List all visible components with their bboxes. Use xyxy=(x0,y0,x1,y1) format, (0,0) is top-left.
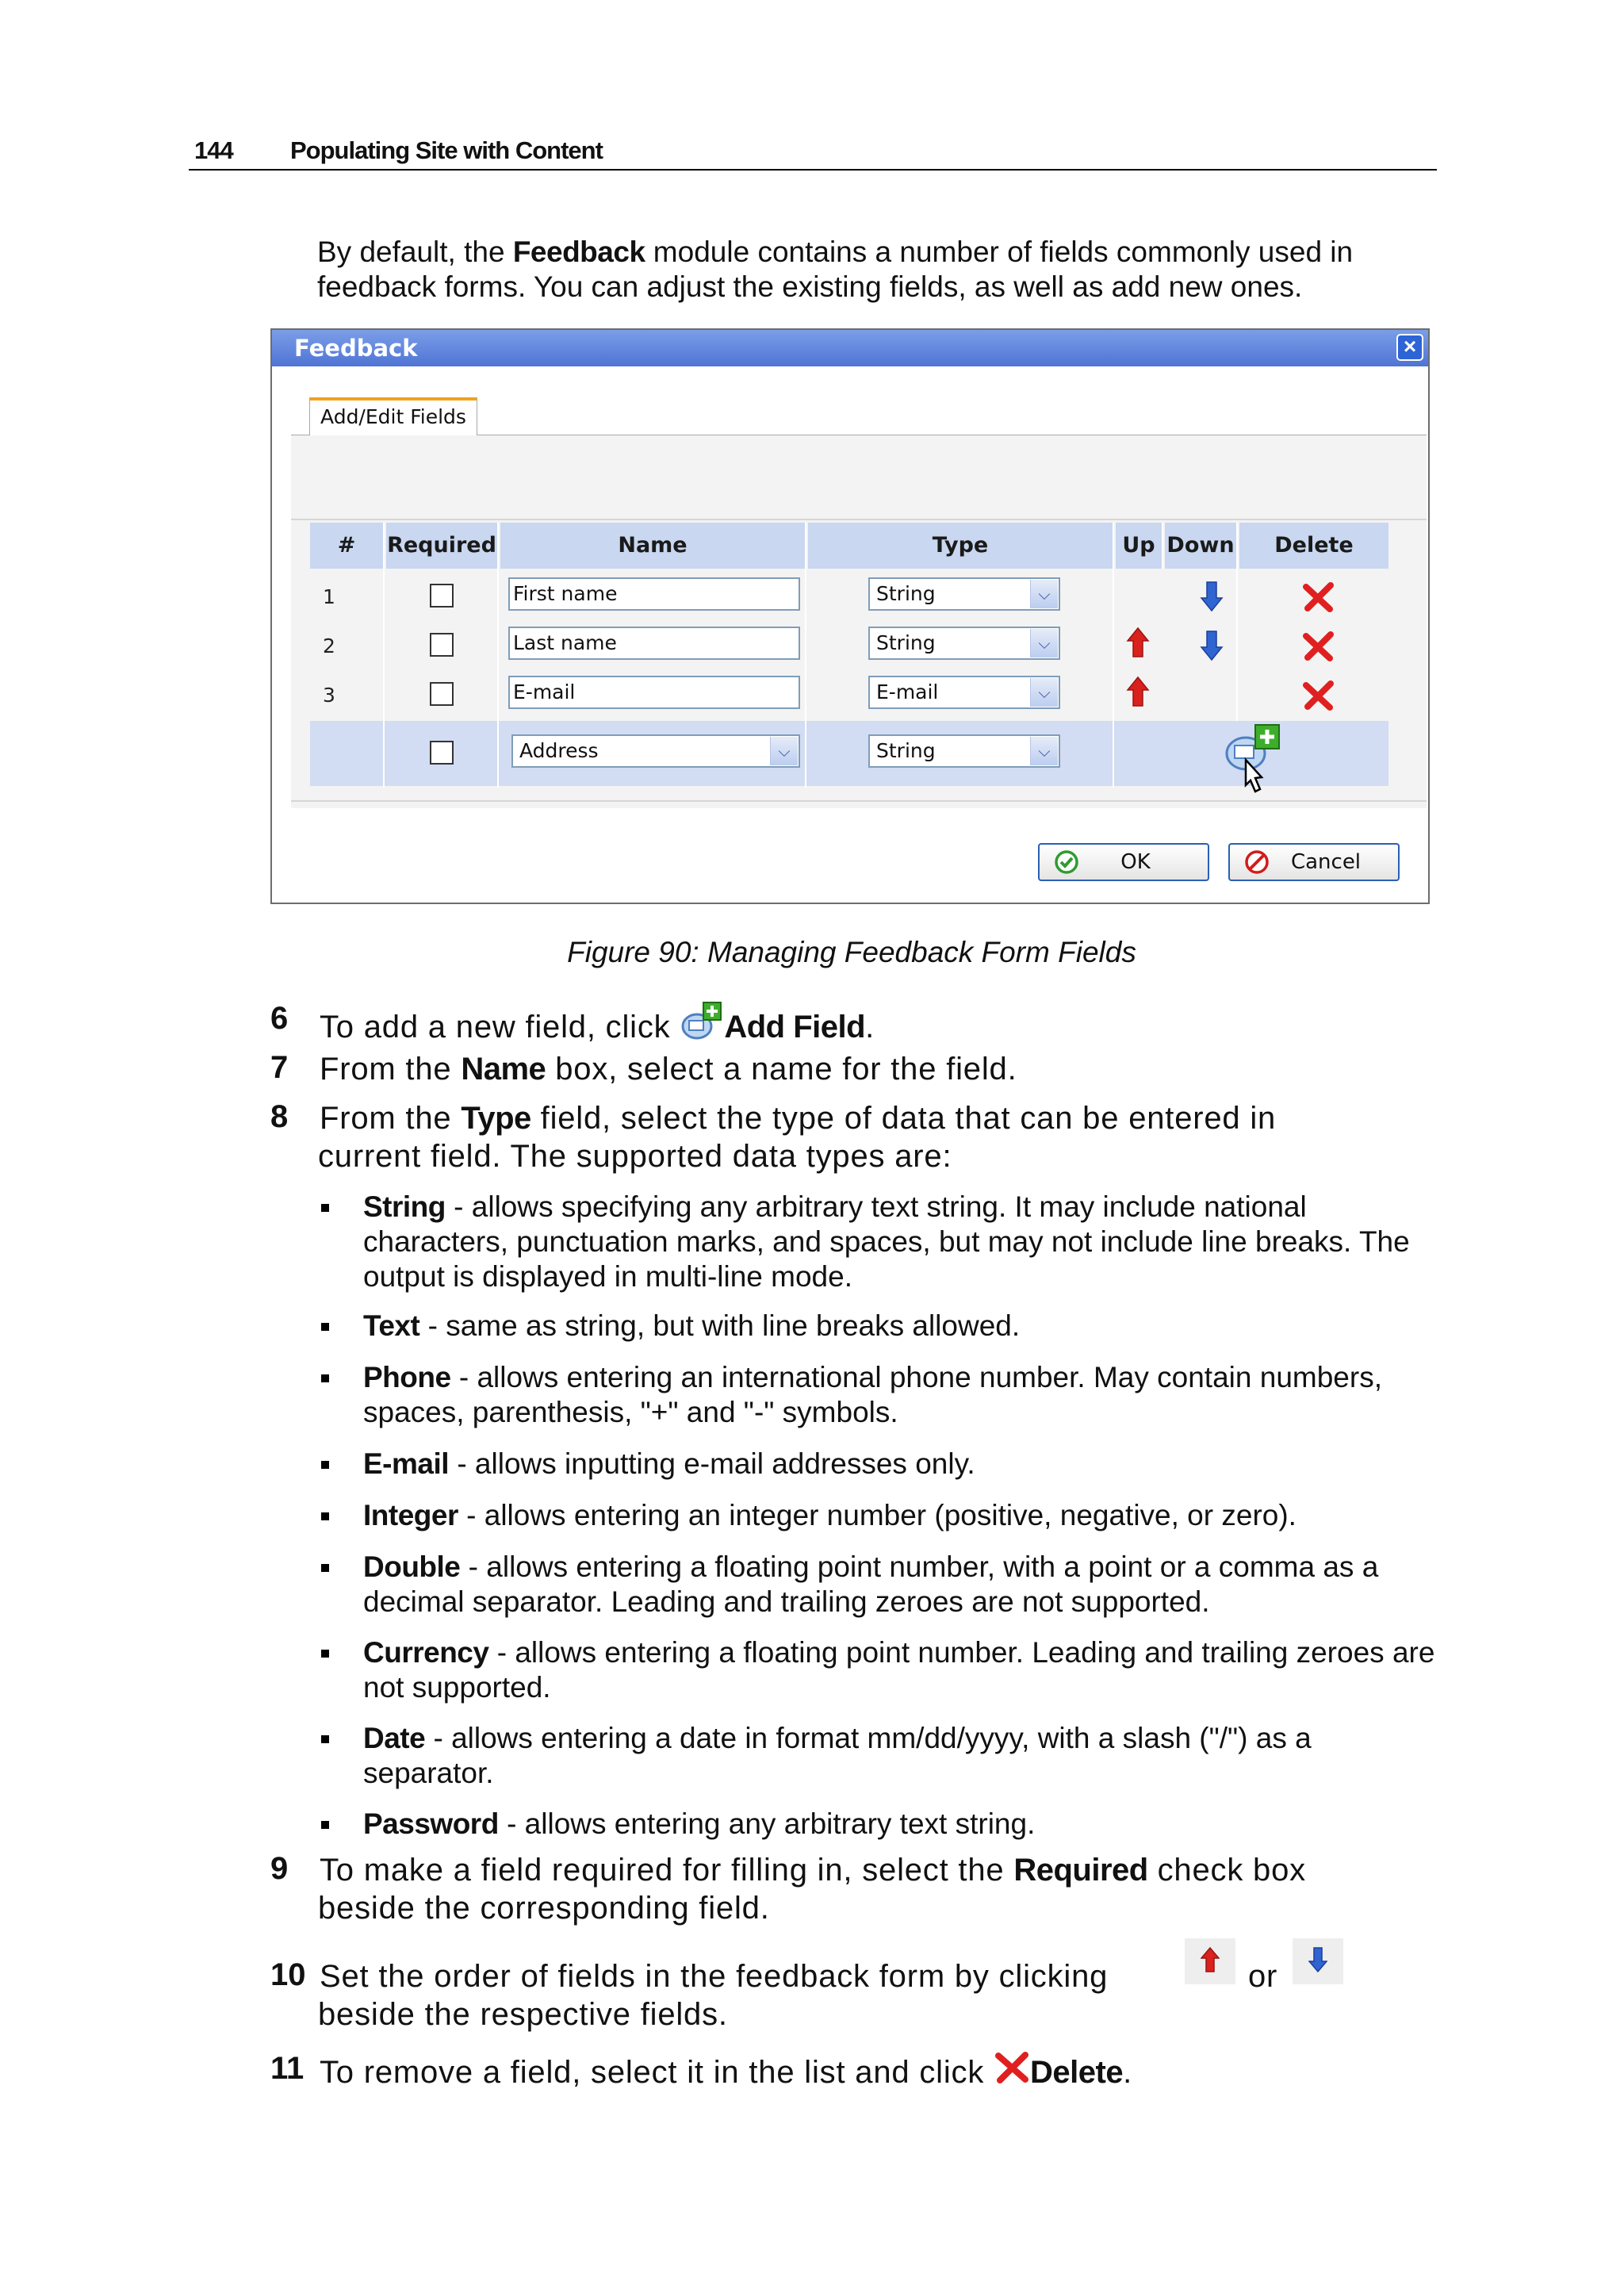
type-double: Double - allows entering a floating point number, with a point or a comma as a decimal separator. Leading and trailing zeroes are not supported. xyxy=(363,1550,1379,1618)
type-currency: Currency - allows entering a floating point number. Leading and trailing zeroes are not supported. xyxy=(363,1636,1435,1704)
required-checkbox[interactable] xyxy=(430,682,454,706)
up-arrow-icon xyxy=(1201,1946,1220,1973)
column-header-down: Down xyxy=(1165,523,1236,569)
down-arrow-icon[interactable] xyxy=(1200,581,1224,612)
new-field-name-select[interactable]: Address ⌵ xyxy=(511,734,800,768)
new-field-type-select[interactable]: String ⌵ xyxy=(868,734,1060,768)
chevron-down-icon: ⌵ xyxy=(770,737,798,765)
field-type-select[interactable]: String ⌵ xyxy=(868,627,1060,660)
bullet xyxy=(321,1461,329,1469)
header-rule xyxy=(189,169,1437,171)
column-header-delete: Delete xyxy=(1239,523,1388,569)
delete-x-icon[interactable] xyxy=(1303,631,1335,661)
column-header-name: Name xyxy=(500,523,805,569)
type-date: Date - allows entering a date in format mm/dd/yyyy, with a slash ("/") as a separator. xyxy=(363,1722,1312,1789)
cancel-button[interactable]: Cancel xyxy=(1228,843,1400,881)
step-11: To remove a field, select it in the list and click Delete. xyxy=(320,2051,1132,2091)
step-number: 6 xyxy=(270,1001,289,1036)
step-7: From the Name box, select a name for the field. xyxy=(320,1052,1017,1087)
step-6: To add a new field, click Add Field. xyxy=(320,1001,875,1046)
step-10-or: or xyxy=(1248,1959,1278,1994)
add-field-icon[interactable] xyxy=(1224,722,1287,798)
step-number: 10 xyxy=(270,1957,306,1992)
step-9-line2: beside the corresponding field. xyxy=(318,1891,770,1926)
chevron-down-icon: ⌵ xyxy=(1030,737,1058,765)
bullet xyxy=(321,1323,329,1331)
down-arrow-icon[interactable] xyxy=(1200,630,1224,661)
column-separator xyxy=(805,523,806,788)
required-checkbox[interactable] xyxy=(430,741,454,765)
column-separator xyxy=(497,523,499,788)
row-number: 3 xyxy=(323,684,335,707)
up-arrow-icon[interactable] xyxy=(1126,676,1150,707)
column-separator xyxy=(1236,523,1238,721)
bullet xyxy=(321,1374,329,1382)
step-number: 8 xyxy=(270,1099,289,1134)
dialog-title: Feedback xyxy=(294,335,418,362)
column-header-required: Required xyxy=(386,523,497,569)
step-8: From the Type field, select the type of data that can be entered in xyxy=(320,1101,1277,1136)
field-name-input[interactable]: First name xyxy=(508,577,800,611)
step-9: To make a field required for filling in, select the Required check box xyxy=(320,1853,1306,1888)
down-arrow-icon xyxy=(1308,1946,1327,1973)
down-arrow-button xyxy=(1293,1938,1343,1984)
delete-x-icon xyxy=(994,2051,1030,2084)
dialog-titlebar xyxy=(272,330,1428,366)
column-header-number: # xyxy=(310,523,383,569)
chevron-down-icon: ⌵ xyxy=(1030,580,1058,608)
field-type-select[interactable]: String ⌵ xyxy=(868,577,1060,611)
column-separator xyxy=(1113,523,1114,788)
bullet xyxy=(321,1650,329,1658)
step-10: Set the order of fields in the feedback form by clicking xyxy=(320,1959,1109,1994)
delete-x-icon[interactable] xyxy=(1303,680,1335,711)
up-arrow-button xyxy=(1185,1938,1235,1984)
bullet xyxy=(321,1735,329,1743)
bullet xyxy=(321,1512,329,1520)
row-number: 2 xyxy=(323,634,335,657)
add-field-icon xyxy=(680,1001,724,1042)
step-number: 7 xyxy=(270,1050,289,1085)
type-phone: Phone - allows entering an international phone number. May contain numbers, spaces, parenthesis, "+" and "-" symbols. xyxy=(363,1361,1382,1428)
type-text: Text - same as string, but with line breaks allowed. xyxy=(363,1309,1021,1342)
page-number: 144 xyxy=(194,136,233,164)
column-header-type: Type xyxy=(808,523,1113,569)
panel-divider xyxy=(291,800,1427,802)
bullet xyxy=(321,1821,329,1829)
column-separator xyxy=(1162,523,1163,569)
step-10-line2: beside the respective fields. xyxy=(318,1997,728,2032)
tab-add-edit-fields[interactable]: Add/Edit Fields xyxy=(309,397,477,435)
type-integer: Integer - allows entering an integer number (positive, negative, or zero). xyxy=(363,1499,1297,1531)
field-type-select[interactable]: E-mail ⌵ xyxy=(868,676,1060,709)
figure-caption: Figure 90: Managing Feedback Form Fields xyxy=(567,936,1136,968)
chevron-down-icon: ⌵ xyxy=(1030,629,1058,657)
required-checkbox[interactable] xyxy=(430,584,454,608)
type-email: E-mail - allows inputting e-mail addresses only. xyxy=(363,1447,975,1480)
step-number: 9 xyxy=(270,1851,289,1886)
bullet xyxy=(321,1204,329,1212)
chevron-down-icon: ⌵ xyxy=(1030,678,1058,707)
type-string: String - allows specifying any arbitrary text string. It may include national characters, punctuation marks, and spaces, but may not include line breaks. The output is displayed in multi-line mode. xyxy=(363,1190,1410,1293)
intro-paragraph: By default, the Feedback module contains a number of fields commonly used in feedback forms. You can adjust the existing fields, as well as add new ones. xyxy=(317,236,1354,303)
up-arrow-icon[interactable] xyxy=(1126,627,1150,658)
feedback-dialog xyxy=(270,328,1430,904)
field-name-input[interactable]: E-mail xyxy=(508,676,800,709)
column-separator xyxy=(383,523,385,788)
close-icon[interactable]: × xyxy=(1396,334,1423,361)
panel-divider xyxy=(291,519,1427,520)
field-name-input[interactable]: Last name xyxy=(508,627,800,660)
required-checkbox[interactable] xyxy=(430,633,454,657)
step-number: 11 xyxy=(270,2051,304,2086)
delete-x-icon[interactable] xyxy=(1303,582,1335,612)
bullet xyxy=(321,1564,329,1572)
column-header-up: Up xyxy=(1116,523,1162,569)
type-password: Password - allows entering any arbitrary text string. xyxy=(363,1807,1036,1840)
chapter-title: Populating Site with Content xyxy=(290,136,603,164)
ok-button[interactable]: OK xyxy=(1038,843,1209,881)
step-8-line2: current field. The supported data types are: xyxy=(318,1139,952,1174)
row-number: 1 xyxy=(323,585,335,608)
